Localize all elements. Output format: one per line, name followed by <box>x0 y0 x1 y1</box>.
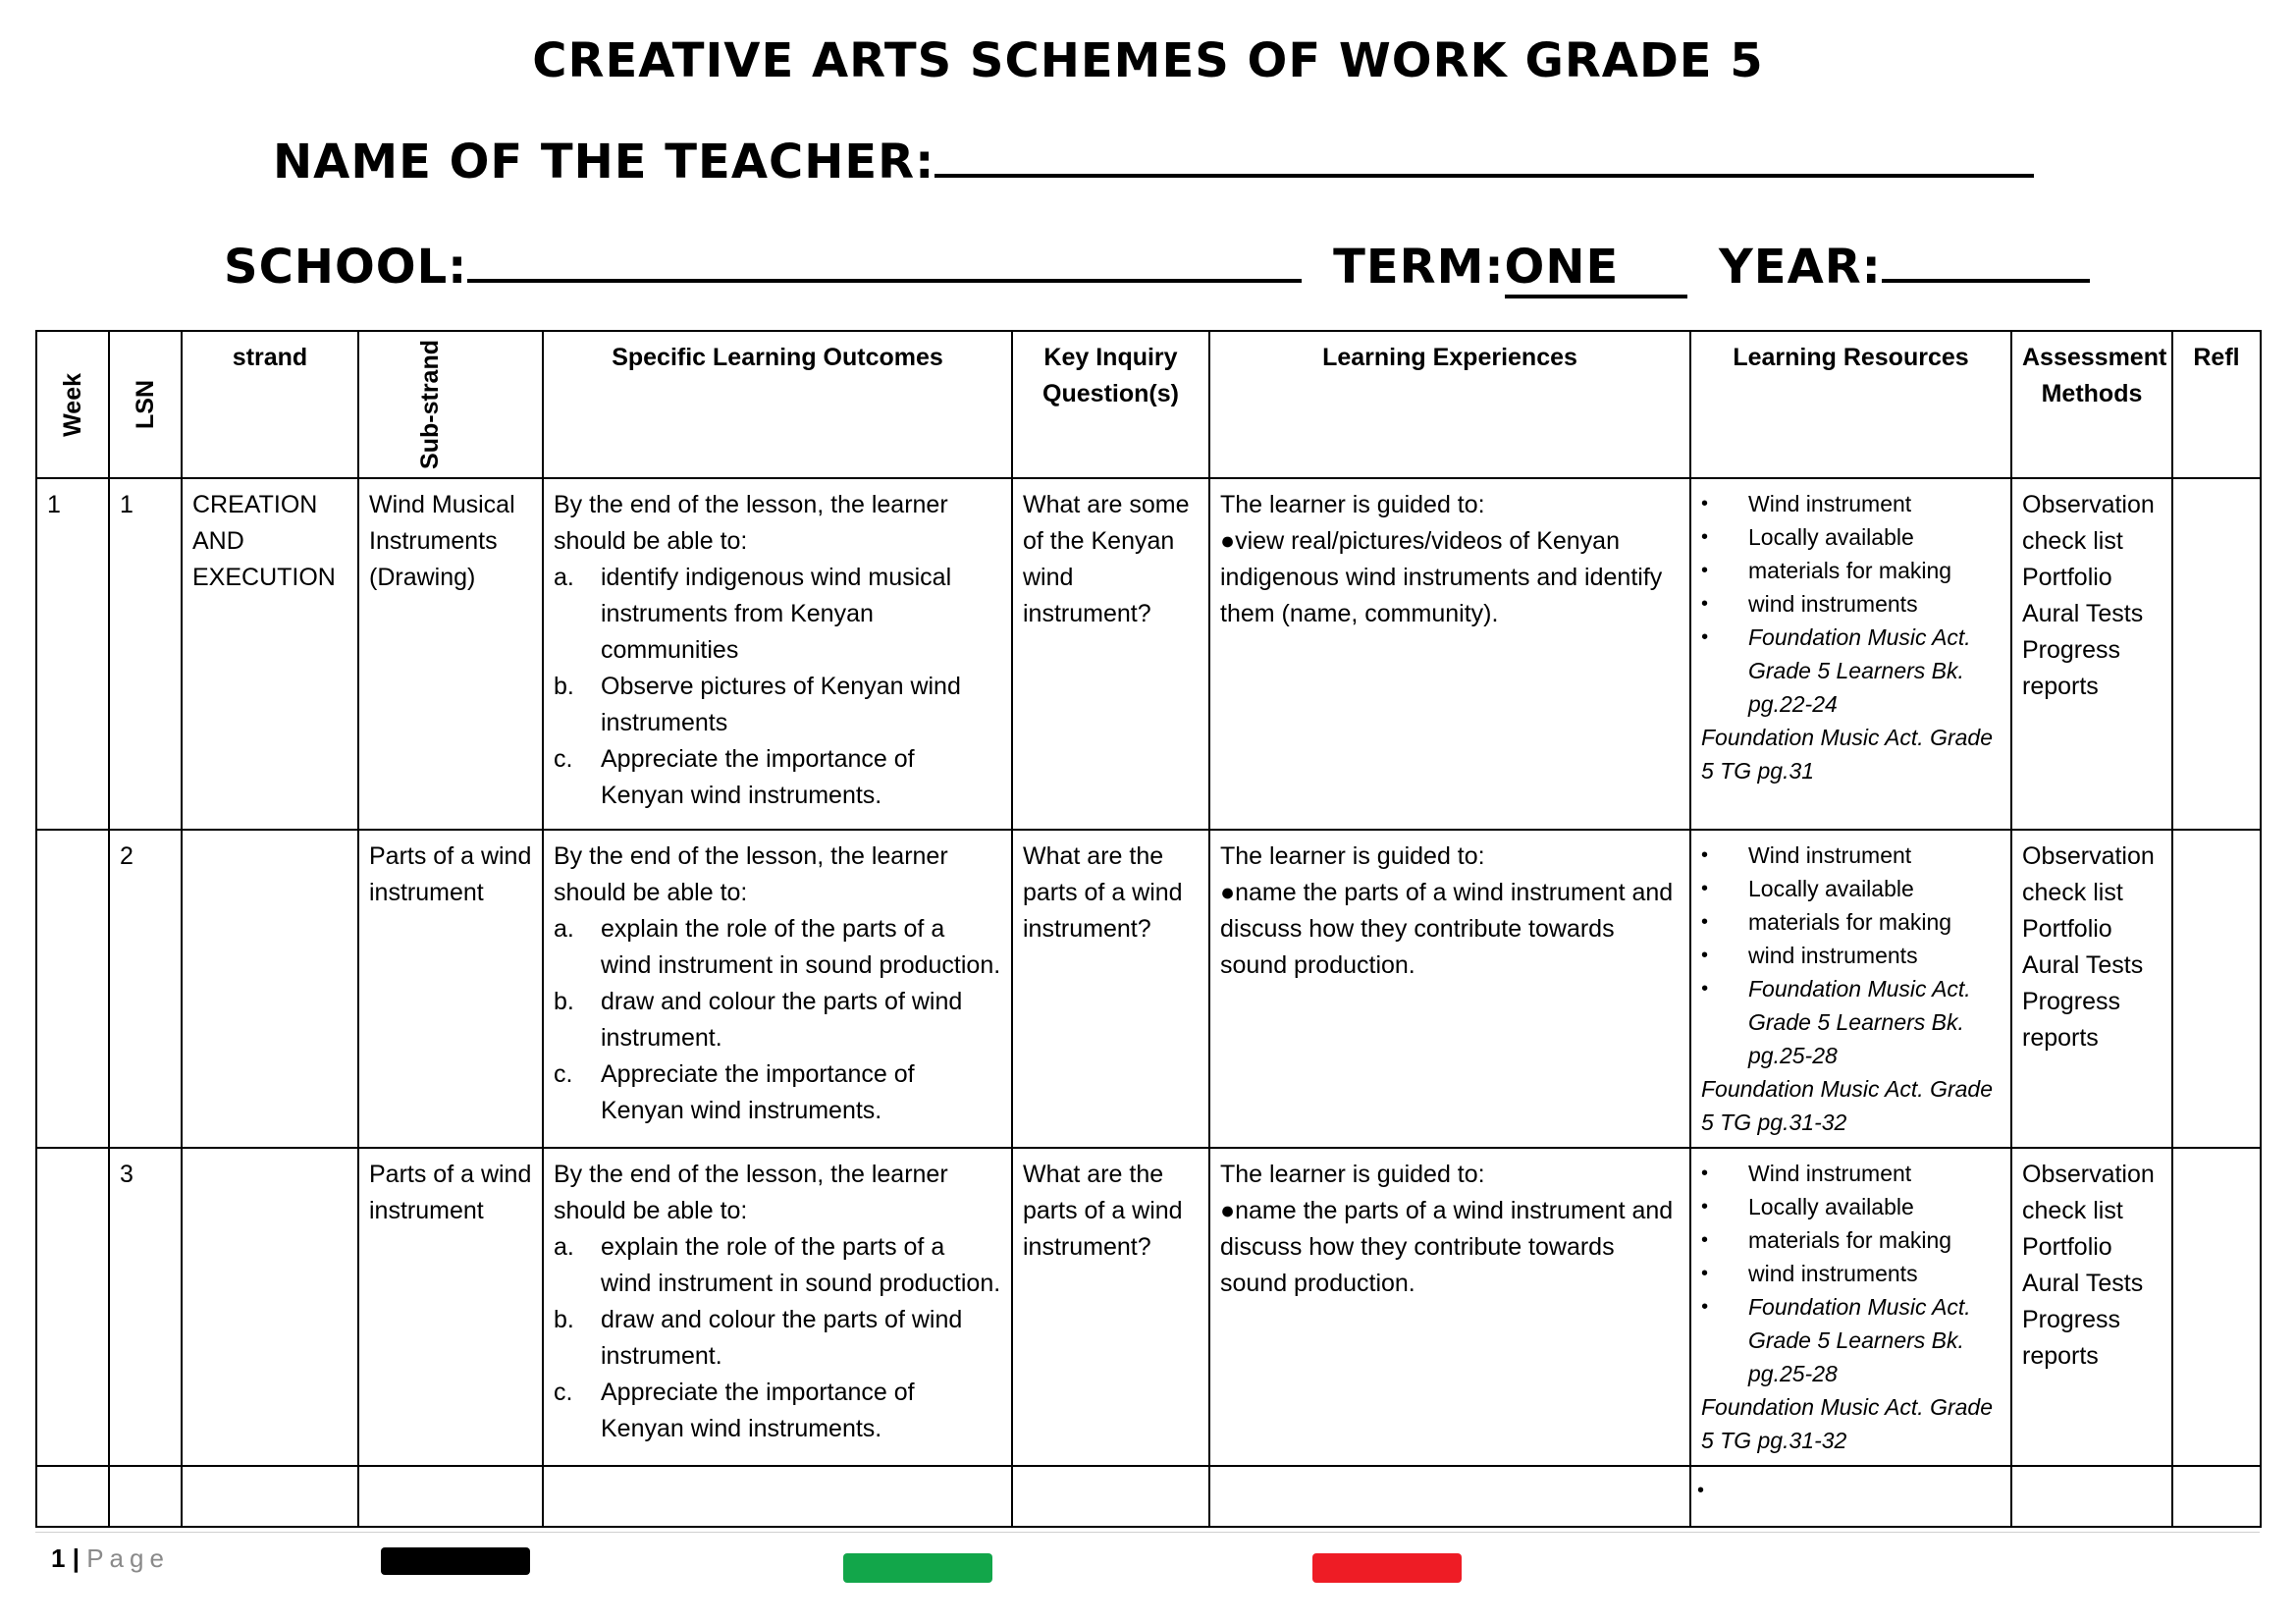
col-header-resources: Learning Resources <box>1690 331 2011 478</box>
resource-item: • Wind instrument <box>1701 487 2001 520</box>
assessment-cell <box>2011 478 2172 830</box>
resource-item: • Locally available <box>1701 872 2001 905</box>
col-header-week: Week <box>36 331 109 478</box>
resource-item: • wind instruments <box>1701 939 2001 972</box>
experiences-cell <box>1209 478 1690 830</box>
experiences-intro: The learner is guided to: <box>1220 490 1485 518</box>
table-row <box>36 830 2261 1148</box>
strand-cell <box>182 830 358 1148</box>
empty-cell[interactable] <box>36 1466 109 1527</box>
assessment-item: Portfolio <box>2022 563 2112 591</box>
col-header-substrand: Sub-strand <box>358 331 543 478</box>
experience-item: ● name the parts of a wind instrument and discuss how they contribute towards sound production. <box>1220 1193 1680 1302</box>
outcomes-cell <box>543 830 1012 1148</box>
assessment-item: check list <box>2022 526 2123 555</box>
substrand-cell: Parts of a wind instrument <box>358 1148 543 1466</box>
resource-item: • Locally available <box>1701 520 2001 554</box>
reflection-cell[interactable] <box>2172 478 2261 830</box>
col-header-lsn: LSN <box>109 331 182 478</box>
table-row <box>36 1148 2261 1466</box>
substrand-cell: Parts of a wind instrument <box>358 830 543 1148</box>
resource-item: • Foundation Music Act. Grade 5 Learners Bk. pg.22-24 <box>1701 621 2001 721</box>
experiences-intro: The learner is guided to: <box>1220 841 1485 870</box>
resource-item: • Locally available <box>1701 1190 2001 1223</box>
resource-tg: Foundation Music Act. Grade 5 TG pg.31 <box>1701 724 1994 784</box>
teacher-label: NAME OF THE TEACHER: <box>273 135 935 189</box>
outcomes-cell <box>543 478 1012 830</box>
week-cell <box>36 830 109 1148</box>
outcome-item: a. explain the role of the parts of a wind instrument in sound production. <box>554 1232 1001 1297</box>
assessment-item: reports <box>2022 1341 2099 1370</box>
outcome-item: a. explain the role of the parts of a wind instrument in sound production. <box>554 914 1001 979</box>
experiences-cell <box>1209 830 1690 1148</box>
resource-tg: Foundation Music Act. Grade 5 TG pg.31-32 <box>1701 1393 1994 1453</box>
assessment-item: Portfolio <box>2022 1232 2112 1261</box>
resources-cell <box>1690 830 2011 1148</box>
empty-cell[interactable] <box>543 1466 1012 1527</box>
teacher-name-line <box>273 135 2034 189</box>
assessment-item: Observation <box>2022 1160 2155 1188</box>
week-cell: 1 <box>36 478 109 830</box>
lsn-cell: 3 <box>109 1148 182 1466</box>
assessment-item: Aural Tests <box>2022 1269 2144 1297</box>
teacher-name-blank[interactable] <box>934 135 2034 178</box>
experience-item: ● view real/pictures/videos of Kenyan indigenous wind instruments and identify them (name, community). <box>1220 523 1680 632</box>
reflection-cell[interactable] <box>2172 1148 2261 1466</box>
outcome-item: c. Appreciate the importance of Kenyan wind instruments. <box>554 1378 915 1442</box>
resource-item: • Foundation Music Act. Grade 5 Learners Bk. pg.25-28 <box>1701 972 2001 1072</box>
lsn-cell: 1 <box>109 478 182 830</box>
page-number-value: 1 <box>51 1543 66 1573</box>
outcomes-cell <box>543 1148 1012 1466</box>
outcomes-intro: By the end of the lesson, the learner should be able to: <box>554 841 948 906</box>
empty-row <box>36 1466 2261 1527</box>
resource-item: • Wind instrument <box>1701 839 2001 872</box>
assessment-cell <box>2011 1148 2172 1466</box>
footer-color-bar-red <box>1312 1553 1462 1583</box>
col-header-strand: strand <box>182 331 358 478</box>
assessment-item: Observation <box>2022 841 2155 870</box>
empty-cell[interactable] <box>182 1466 358 1527</box>
resource-item: • wind instruments <box>1701 587 2001 621</box>
col-header-experiences: Learning Experiences <box>1209 331 1690 478</box>
assessment-item: Aural Tests <box>2022 599 2144 627</box>
school-label: SCHOOL: <box>224 240 468 295</box>
lsn-cell: 2 <box>109 830 182 1148</box>
empty-cell[interactable] <box>1012 1466 1209 1527</box>
page-separator: | <box>72 1543 80 1573</box>
footer-color-bar-black <box>381 1547 530 1575</box>
empty-cell[interactable] <box>1209 1466 1690 1527</box>
outcome-item: b. Observe pictures of Kenyan wind instruments <box>554 672 961 736</box>
inquiry-cell: What are the parts of a wind instrument? <box>1012 830 1209 1148</box>
footer-divider <box>35 1532 2260 1533</box>
assessment-item: Observation <box>2022 490 2155 518</box>
week-cell <box>36 1148 109 1466</box>
outcome-item: c. Appreciate the importance of Kenyan wind instruments. <box>554 744 915 809</box>
assessment-item: reports <box>2022 1023 2099 1052</box>
assessment-item: Portfolio <box>2022 914 2112 943</box>
col-header-inquiry: Key Inquiry Question(s) <box>1012 331 1209 478</box>
table-row <box>36 478 2261 830</box>
year-label: YEAR: <box>1719 240 1882 295</box>
inquiry-cell: What are the parts of a wind instrument? <box>1012 1148 1209 1466</box>
school-blank[interactable] <box>467 240 1302 283</box>
school-term-year-line <box>224 240 2090 298</box>
assessment-item: Aural Tests <box>2022 950 2144 979</box>
document-title: CREATIVE ARTS SCHEMES OF WORK GRADE 5 <box>532 33 1764 88</box>
outcomes-intro: By the end of the lesson, the learner should be able to: <box>554 1160 948 1224</box>
outcome-item: a. identify indigenous wind musical instruments from Kenyan communities <box>554 563 952 664</box>
header-row <box>36 331 2261 478</box>
page-word: Page <box>86 1543 170 1573</box>
assessment-item: check list <box>2022 878 2123 906</box>
empty-cell[interactable] <box>358 1466 543 1527</box>
strand-cell <box>182 1148 358 1466</box>
col-header-outcomes: Specific Learning Outcomes <box>543 331 1012 478</box>
outcome-item: b. draw and colour the parts of wind instrument. <box>554 987 963 1052</box>
col-header-assessment: Assessment Methods <box>2011 331 2172 478</box>
assessment-item: reports <box>2022 672 2099 700</box>
term-label: TERM: <box>1333 240 1505 295</box>
reflection-cell[interactable] <box>2172 830 2261 1148</box>
empty-cell[interactable] <box>2011 1466 2172 1527</box>
term-value: ONE <box>1505 240 1688 298</box>
bullet-icon: • <box>1697 1479 1705 1501</box>
resources-cell <box>1690 478 2011 830</box>
assessment-item: check list <box>2022 1196 2123 1224</box>
col-header-reflection: Refl <box>2172 331 2261 478</box>
page-number <box>51 1543 170 1574</box>
assessment-item: Progress <box>2022 987 2121 1015</box>
substrand-cell: Wind Musical Instruments (Drawing) <box>358 478 543 830</box>
strand-cell: CREATION AND EXECUTION <box>182 478 358 830</box>
assessment-item: Progress <box>2022 635 2121 664</box>
outcomes-intro: By the end of the lesson, the learner should be able to: <box>554 490 948 555</box>
assessment-cell <box>2011 830 2172 1148</box>
resource-item: • materials for making <box>1701 905 2001 939</box>
resource-tg: Foundation Music Act. Grade 5 TG pg.31-32 <box>1701 1075 1994 1135</box>
resource-item: • Wind instrument <box>1701 1157 2001 1190</box>
resource-item: • materials for making <box>1701 554 2001 587</box>
resource-item: • materials for making <box>1701 1223 2001 1257</box>
year-blank[interactable] <box>1882 240 2090 283</box>
empty-cell[interactable] <box>1690 1466 2011 1527</box>
footer-color-bar-green <box>843 1553 992 1583</box>
assessment-item: Progress <box>2022 1305 2121 1333</box>
experiences-cell <box>1209 1148 1690 1466</box>
inquiry-cell: What are some of the Kenyan wind instrument? <box>1012 478 1209 830</box>
empty-cell[interactable] <box>109 1466 182 1527</box>
experience-item: ● name the parts of a wind instrument and discuss how they contribute towards sound production. <box>1220 875 1680 984</box>
outcome-item: b. draw and colour the parts of wind instrument. <box>554 1305 963 1370</box>
resource-item: • Foundation Music Act. Grade 5 Learners Bk. pg.25-28 <box>1701 1290 2001 1390</box>
resources-cell <box>1690 1148 2011 1466</box>
experiences-intro: The learner is guided to: <box>1220 1160 1485 1188</box>
resource-item: • wind instruments <box>1701 1257 2001 1290</box>
scheme-of-work-table <box>35 330 2262 1528</box>
outcome-item: c. Appreciate the importance of Kenyan wind instruments. <box>554 1059 915 1124</box>
empty-cell[interactable] <box>2172 1466 2261 1527</box>
